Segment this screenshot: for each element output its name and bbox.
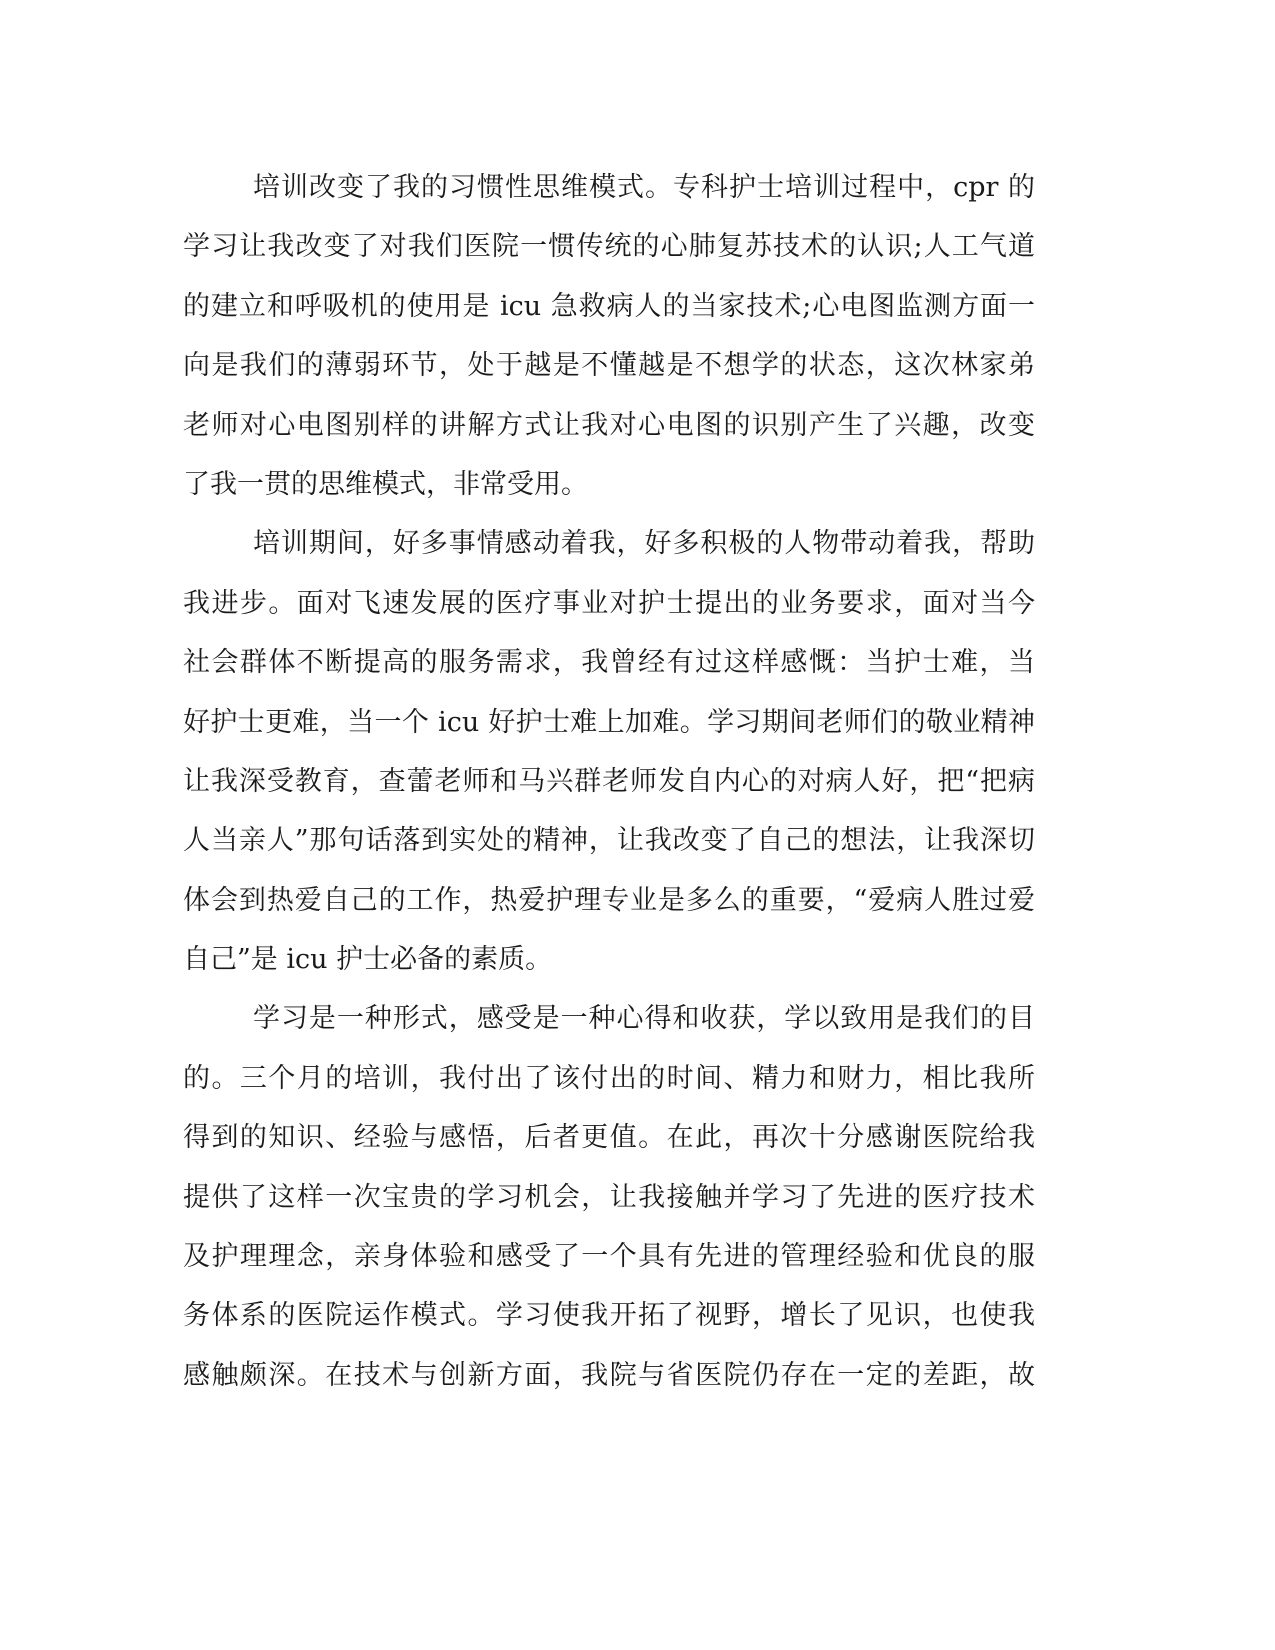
text-line: 我进步。面对飞速发展的医疗事业对护士提出的业务要求，面对当今 <box>183 587 1035 619</box>
text-line: 老师对心电图别样的讲解方式让我对心电图的识别产生了兴趣，改变 <box>183 409 1035 441</box>
text-line: 体会到热爱自己的工作，热爱护理专业是多么的重要，“爱病人胜过爱 <box>183 884 1035 916</box>
text-line: 感触颇深。在技术与创新方面，我院与省医院仍存在一定的差距，故 <box>183 1359 1035 1391</box>
text-line: 自己”是 icu 护士必备的素质。 <box>183 944 553 976</box>
text-line: 人当亲人”那句话落到实处的精神，让我改变了自己的想法，让我深切 <box>183 825 1035 857</box>
text-line: 务体系的医院运作模式。学习使我开拓了视野，增长了见识，也使我 <box>183 1300 1035 1332</box>
paragraph <box>183 514 1035 989</box>
text-line: 好护士更难，当一个 icu 好护士难上加难。学习期间老师们的敬业精神 <box>183 706 1035 738</box>
text-line: 了我一贯的思维模式，非常受用。 <box>183 468 588 500</box>
text-line: 学习是一种形式，感受是一种心得和收获，学以致用是我们的目 <box>253 1003 1035 1035</box>
text-line: 的建立和呼吸机的使用是 icu 急救病人的当家技术;心电图监测方面一 <box>183 290 1035 322</box>
text-line: 的。三个月的培训，我付出了该付出的时间、精力和财力，相比我所 <box>183 1062 1035 1094</box>
text-line: 及护理理念，亲身体验和感受了一个具有先进的管理经验和优良的服 <box>183 1241 1035 1273</box>
text-line: 向是我们的薄弱环节，处于越是不懂越是不想学的状态，这次林家弟 <box>183 350 1035 382</box>
text-line: 培训期间，好多事情感动着我，好多积极的人物带动着我，帮助 <box>253 528 1035 560</box>
text-line: 让我深受教育，查蕾老师和马兴群老师发自内心的对病人好，把“把病 <box>183 765 1035 797</box>
text-line: 提供了这样一次宝贵的学习机会，让我接触并学习了先进的医疗技术 <box>183 1181 1035 1213</box>
text-line: 得到的知识、经验与感悟，后者更值。在此，再次十分感谢医院给我 <box>183 1122 1035 1154</box>
document-body <box>183 158 1035 1405</box>
text-line: 社会群体不断提高的服务需求，我曾经有过这样感慨：当护士难，当 <box>183 647 1035 679</box>
text-line: 培训改变了我的习惯性思维模式。专科护士培训过程中，cpr 的 <box>253 172 1035 203</box>
paragraph <box>183 989 1035 1405</box>
paragraph <box>183 158 1035 514</box>
text-line: 学习让我改变了对我们医院一惯传统的心肺复苏技术的认识;人工气道 <box>183 231 1035 263</box>
